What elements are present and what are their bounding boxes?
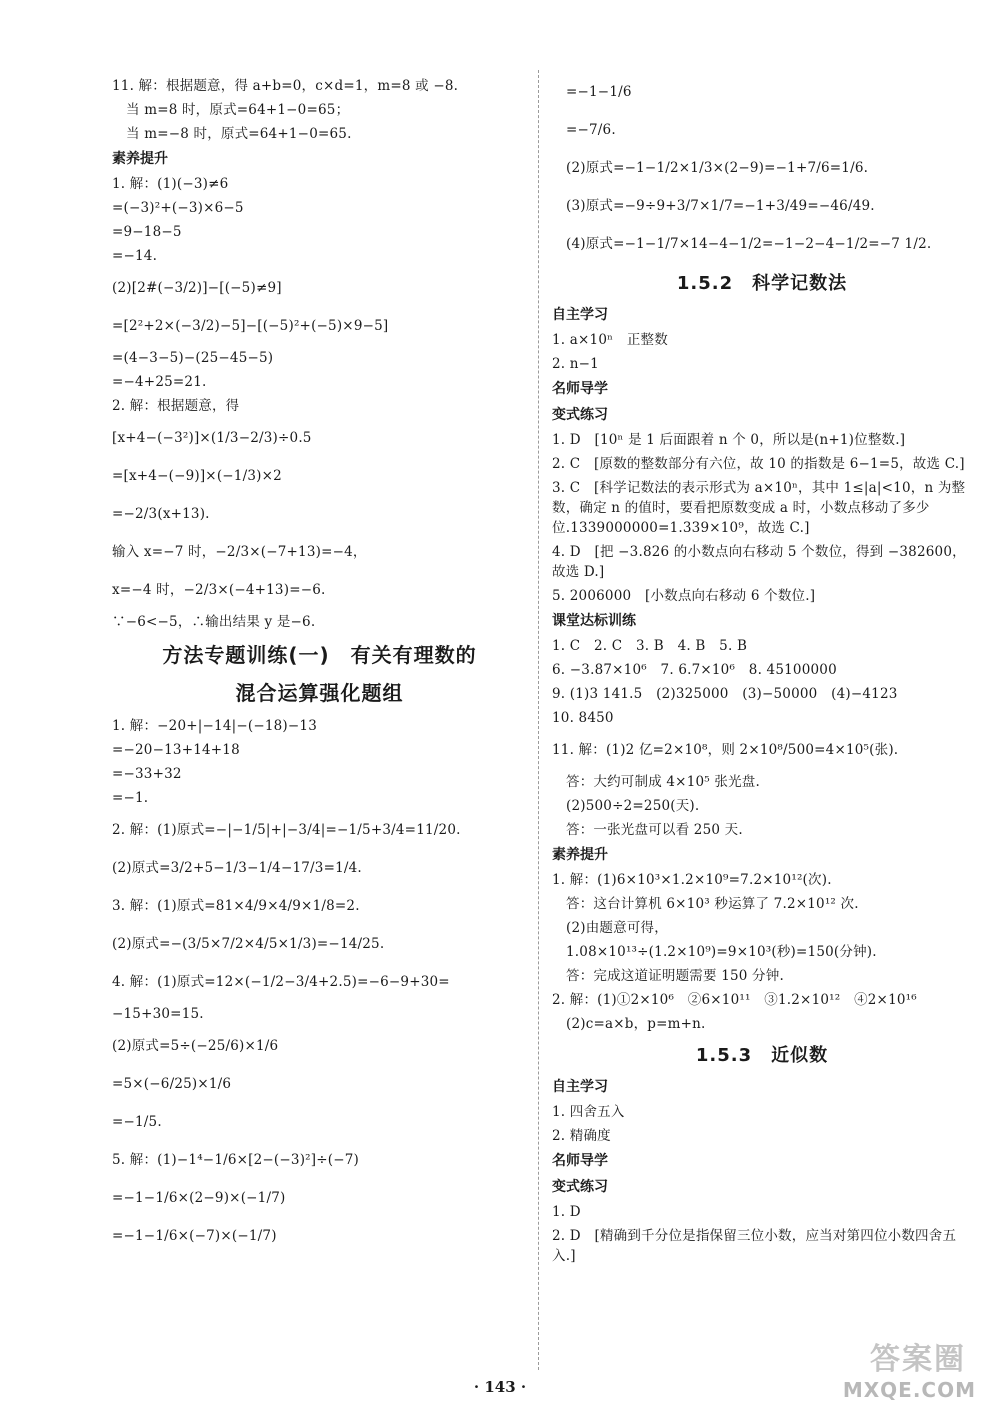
section-title: 混合运算强化题组 <box>235 681 404 705</box>
answer-line: 当 m=−8 时，原式=64+1−0=65. <box>126 126 352 142</box>
answer-line: =−4+25=21. <box>112 374 207 390</box>
answer-line: 答：大约可制成 4×10⁵ 张光盘. <box>566 774 760 790</box>
answer-line: (2)500÷2=250(天). <box>566 798 700 814</box>
answer-line: [x+4−(−3²)]×(1/3−2/3)÷0.5 <box>112 430 312 446</box>
answer-line: 1. C 2. C 3. B 4. B 5. B <box>552 638 748 654</box>
section-heading: 素养提升 <box>112 151 168 167</box>
answer-line: −15+30=15. <box>112 1006 204 1022</box>
answer-line: x=−4 时，−2/3×(−4+13)=−6. <box>112 582 326 598</box>
answer-line: 输入 x=−7 时，−2/3×(−7+13)=−4， <box>112 544 367 560</box>
section-title: 1.5.3 近似数 <box>695 1045 829 1066</box>
answer-line: =−1. <box>112 790 149 806</box>
section-heading: 素养提升 <box>552 847 608 863</box>
answer-line: =(−3)²+(−3)×6−5 <box>112 200 244 216</box>
answer-line: 2. n−1 <box>552 356 599 372</box>
answer-line: 2. C [原数的整数部分有六位，故 10 的指数是 6−1=5，故选 C.] <box>552 456 965 472</box>
answer-line: (2)c=a×b，p=m+n. <box>566 1016 706 1032</box>
section-heading: 名师导学 <box>552 381 608 397</box>
answer-line: =−33+32 <box>112 766 182 782</box>
answer-line: (4)原式=−1−1/7×14−4−1/2=−1−2−4−1/2=−7 1/2. <box>566 236 932 252</box>
answer-line: 5. 解：(1)−1⁴−1/6×[2−(−3)²]÷(−7) <box>112 1152 359 1168</box>
answer-line: 6. −3.87×10⁶ 7. 6.7×10⁶ 8. 45100000 <box>552 662 837 678</box>
answer-line: 1. D <box>552 1204 581 1220</box>
watermark-logo: 答案圈 <box>870 1342 966 1377</box>
answer-line: =−7/6. <box>566 122 616 138</box>
section-heading: 自主学习 <box>552 307 608 323</box>
answer-line: 2. 解：(1)原式=−|−1/5|+|−3/4|=−1/5+3/4=11/20. <box>112 822 461 838</box>
answer-line: =−1−1/6×(−7)×(−1/7) <box>112 1228 277 1244</box>
answer-line: =[2²+2×(−3/2)−5]−[(−5)²+(−5)×9−5] <box>112 318 389 334</box>
answer-line: 2. 精确度 <box>552 1128 611 1144</box>
section-title: 方法专题训练(一) 有关有理数的 <box>162 643 477 667</box>
answer-line: =−1−1/6×(2−9)×(−1/7) <box>112 1190 286 1206</box>
answer-line: 1. D [10ⁿ 是 1 后面跟着 n 个 0，所以是(n+1)位整数.] <box>552 432 906 448</box>
answer-line: (2)原式=−(3/5×7/2×4/5×1/3)=−14/25. <box>112 936 385 952</box>
answer-line: (2)[2#(−3/2)]−[(−5)≠9] <box>112 280 282 296</box>
answer-line: 11. 解：根据题意，得 a+b=0，c×d=1，m=8 或 −8. <box>112 78 459 94</box>
answer-line: 1. 解：−20+|−14|−(−18)−13 <box>112 718 317 734</box>
right-column <box>552 72 972 1270</box>
page-number: · 143 · <box>473 1378 527 1396</box>
answer-line: 3. C [科学记数法的表示形式为 a×10ⁿ，其中 1≤|a|<10，n 为整数，确定 n 的值时，要看把原数变成 a 时，小数点移动了多少位.1339000000=1.339×10⁹，故选 C.] <box>552 480 966 536</box>
answer-line: =−1/5. <box>112 1114 162 1130</box>
answer-line: 当 m=8 时，原式=64+1−0=65； <box>126 102 350 118</box>
answer-line: 答：完成这道证明题需要 150 分钟. <box>566 968 784 984</box>
answer-line: 5. 2006000 [小数点向右移动 6 个数位.] <box>552 588 816 604</box>
answer-line: (2)原式=5÷(−25/6)×1/6 <box>112 1038 279 1054</box>
answer-line: 2. 解：根据题意，得 <box>112 398 240 414</box>
answer-line: =(4−3−5)−(25−45−5) <box>112 350 274 366</box>
answer-line: 1.08×10¹³÷(1.2×10⁹)=9×10³(秒)=150(分钟). <box>566 944 877 960</box>
column-divider <box>538 70 539 1370</box>
answer-line: =−2/3(x+13). <box>112 506 210 522</box>
answer-line: 2. D [精确到千分位是指保留三位小数，应当对第四位小数四舍五入.] <box>552 1228 957 1264</box>
answer-line: =[x+4−(−9)]×(−1/3)×2 <box>112 468 282 484</box>
answer-line: =−20−13+14+18 <box>112 742 240 758</box>
answer-line: 2. 解：(1)①2×10⁶ ②6×10¹¹ ③1.2×10¹² ④2×10¹⁶ <box>552 992 917 1008</box>
answer-line: (2)原式=3/2+5−1/3−1/4−17/3=1/4. <box>112 860 362 876</box>
answer-line: 答：这台计算机 6×10³ 秒运算了 7.2×10¹² 次. <box>566 896 859 912</box>
answer-line: 9. (1)3 141.5 (2)325000 (3)−50000 (4)−4123 <box>552 686 898 702</box>
answer-line: 4. 解：(1)原式=12×(−1/2−3/4+2.5)=−6−9+30= <box>112 974 450 990</box>
answer-line: =−14. <box>112 248 158 264</box>
answer-line: (3)原式=−9÷9+3/7×1/7=−1+3/49=−46/49. <box>566 198 875 214</box>
answer-line: 1. 解：(1)(−3)≠6 <box>112 176 229 192</box>
answer-line: ∵−6<−5，∴输出结果 y 是−6. <box>112 614 316 630</box>
watermark-url: MXQE.COM <box>842 1378 976 1402</box>
answer-line: 答：一张光盘可以看 250 天. <box>566 822 743 838</box>
answer-line: (2)由题意可得， <box>566 920 668 936</box>
section-heading: 课堂达标训练 <box>552 613 636 629</box>
answer-line: 10. 8450 <box>552 710 614 726</box>
answer-line: =−1−1/6 <box>566 84 632 100</box>
answer-line: 11. 解：(1)2 亿=2×10⁸，则 2×10⁸/500=4×10⁵(张). <box>552 742 899 758</box>
answer-line: =5×(−6/25)×1/6 <box>112 1076 232 1092</box>
answer-line: 4. D [把 −3.826 的小数点向右移动 5 个数位，得到 −382600，故选 D.] <box>552 544 966 580</box>
section-title: 1.5.2 科学记数法 <box>676 273 848 294</box>
section-heading: 变式练习 <box>552 407 608 423</box>
section-heading: 变式练习 <box>552 1179 608 1195</box>
answer-line: 1. a×10ⁿ 正整数 <box>552 332 668 348</box>
section-heading: 自主学习 <box>552 1079 608 1095</box>
section-heading: 名师导学 <box>552 1153 608 1169</box>
answer-line: 3. 解：(1)原式=81×4/9×4/9×1/8=2. <box>112 898 360 914</box>
left-column <box>112 72 527 1256</box>
answer-line: 1. 解：(1)6×10³×1.2×10⁹=7.2×10¹²(次). <box>552 872 832 888</box>
answer-line: (2)原式=−1−1/2×1/3×(2−9)=−1+7/6=1/6. <box>566 160 869 176</box>
answer-line: 1. 四舍五入 <box>552 1104 625 1120</box>
answer-line: =9−18−5 <box>112 224 182 240</box>
